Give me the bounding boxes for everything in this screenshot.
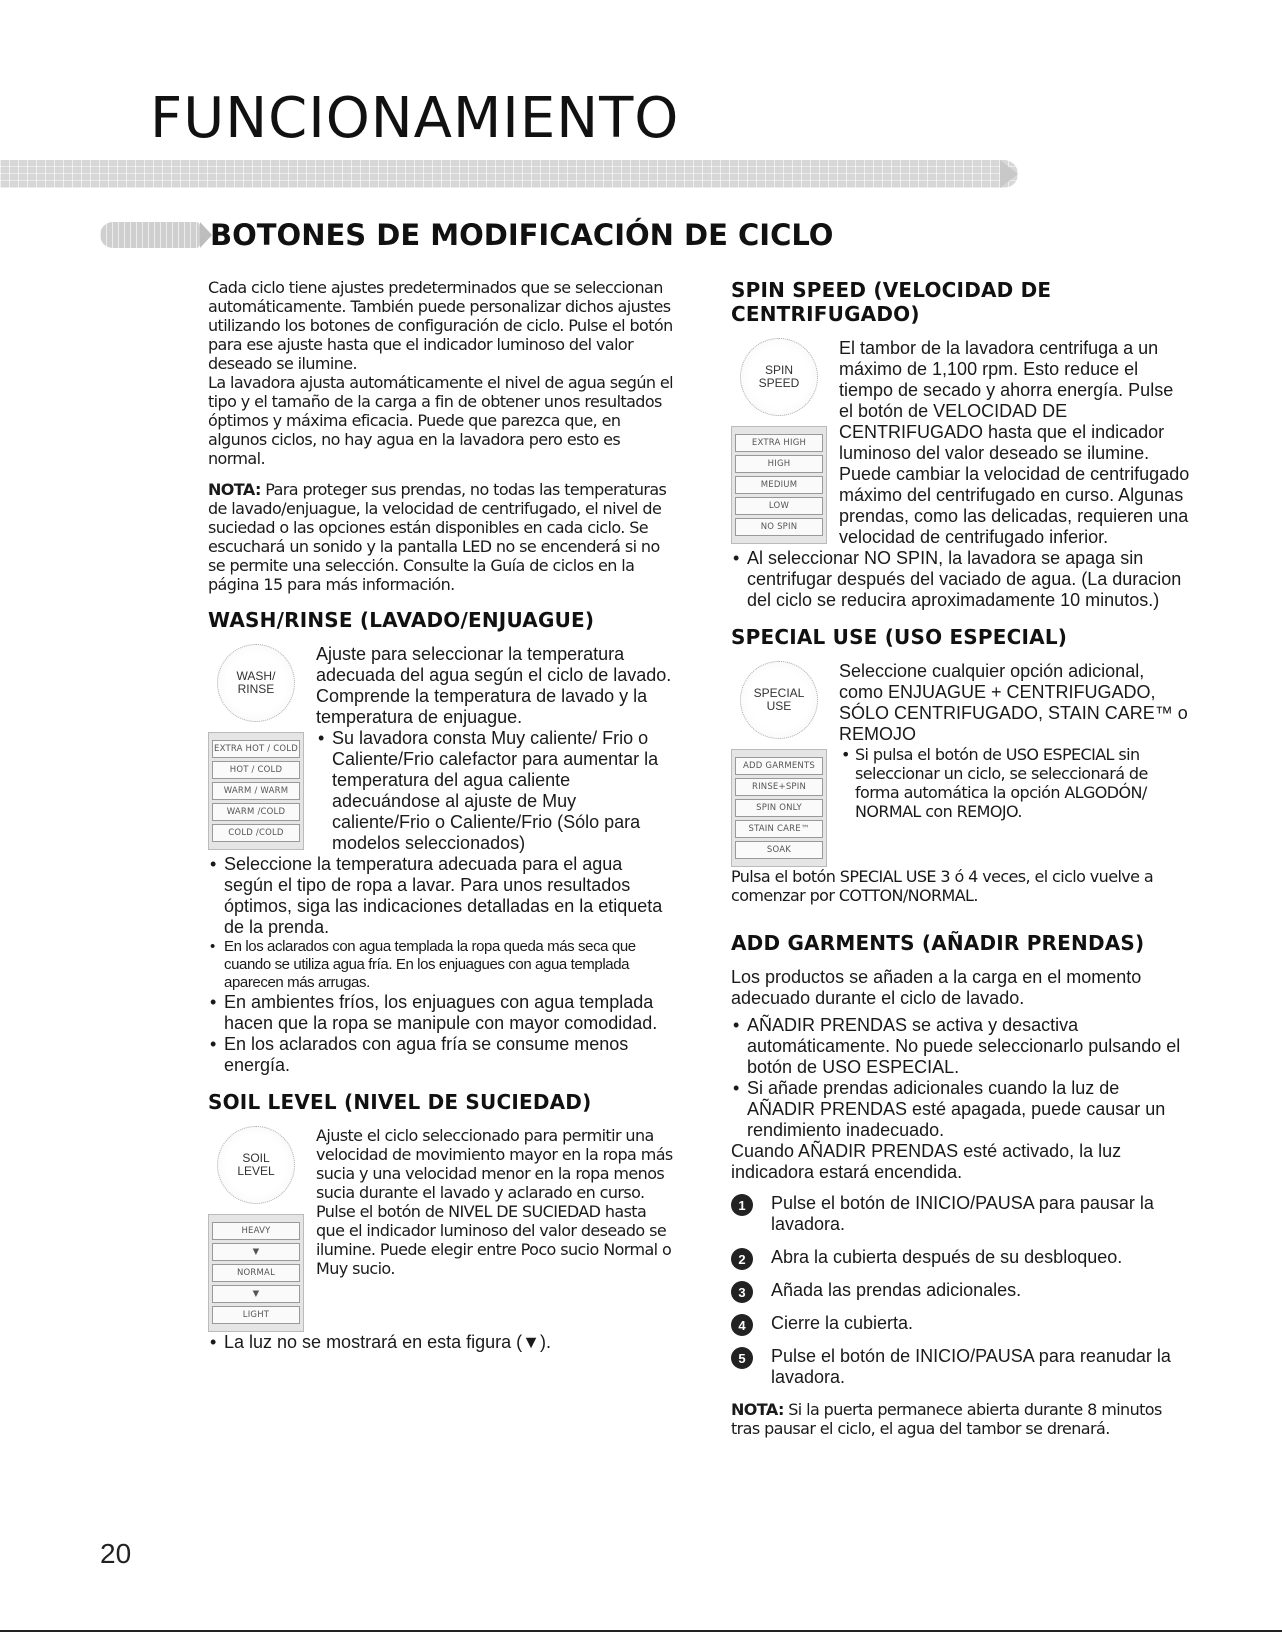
special-use-graphic [731, 661, 827, 867]
step-text: Pulse el botón de INICIO/PAUSA para pausar la lavadora. [771, 1193, 1154, 1234]
note-label: NOTA: [208, 480, 261, 499]
wash-rinse-heading: WASH/RINSE (LAVADO/ENJUAGUE) [208, 608, 595, 632]
add-garments-paragraph-2: Cuando AÑADIR PRENDAS esté activado, la luz indicadora estará encendida. [731, 1141, 1122, 1182]
wash-rinse-bullet-3: • En ambientes fríos, los enjuagues con agua templada hacen que la ropa se manipule con mayor comodidad. [208, 992, 676, 1034]
indicator-row: WARM / WARM [212, 782, 300, 800]
wash-rinse-bullet-2: • En los aclarados con agua templada la ropa queda más seca que cuando se utiliza agua fría. En los enjuagues con agua templada aparecen más arrugas. [208, 938, 676, 992]
indicator-row: LOW [735, 497, 823, 515]
indicator-row: SPIN ONLY [735, 799, 823, 817]
step-text: Abra la cubierta después de su desbloqueo. [771, 1247, 1123, 1267]
spin-speed-bullet-1: • Al seleccionar NO SPIN, la lavadora se apaga sin centrifugar después del vaciado de agua. (La duracion del ciclo se reducira aproximadamente 10 minutos.) [731, 548, 1191, 611]
note-label: NOTA: [731, 1400, 784, 1419]
indicator-row: ▼ [212, 1285, 300, 1303]
add-garments-note [731, 1400, 1191, 1438]
section-marker-icon [100, 222, 200, 248]
indicator-row: COLD /COLD [212, 824, 300, 842]
add-garments-bullet-2: • Si añade prendas adicionales cuando la luz de AÑADIR PRENDAS esté apagada, puede causar un rendimiento inadecuado. [731, 1078, 1191, 1141]
indicator-row: EXTRA HIGH [735, 434, 823, 452]
indicator-row: MEDIUM [735, 476, 823, 494]
intro-paragraph-1: Cada ciclo tiene ajustes predeterminados que se seleccionan automáticamente. También puede personalizar dichos ajustes utilizando los botones de configuración de ciclo. Pulse el botón para ese ajuste hasta que el indicador luminoso del valor deseado se ilumine. [208, 278, 673, 373]
step-item [731, 1247, 1191, 1268]
step-number-icon: 3 [731, 1281, 753, 1303]
wash-rinse-graphic [208, 644, 304, 854]
add-garments-paragraph-1: Los productos se añaden a la carga en el momento adecuado durante el ciclo de lavado. [731, 967, 1142, 1008]
indicator-row: STAIN CARE™ [735, 820, 823, 838]
dial-label: SPIN [764, 363, 793, 377]
spin-speed-heading: SPIN SPEED (VELOCIDAD DE CENTRIFUGADO) [731, 278, 1052, 326]
indicator-row: ▼ [212, 1243, 300, 1261]
add-garments-steps [731, 1193, 1191, 1388]
indicator-row: HIGH [735, 455, 823, 473]
dial-label: LEVEL [237, 1164, 275, 1178]
step-item [731, 1313, 1191, 1334]
special-use-tail: Pulsa el botón SPECIAL USE 3 ó 4 veces, el ciclo vuelve a comenzar por COTTON/NORMAL. [731, 867, 1154, 905]
step-text: Añada las prendas adicionales. [771, 1280, 1022, 1300]
title-bar-arrow [1000, 160, 1018, 188]
soil-level-feature [208, 1126, 676, 1332]
page-number: 20 [100, 1538, 132, 1569]
indicator-row: ADD GARMENTS [735, 757, 823, 775]
step-number-icon: 5 [731, 1347, 753, 1369]
add-garments-bullet-1: • AÑADIR PRENDAS se activa y desactiva automáticamente. No puede seleccionarlo pulsando el botón de USO ESPECIAL. [731, 1015, 1191, 1078]
soil-level-graphic [208, 1126, 304, 1332]
spin-speed-description: El tambor de la lavadora centrifuga a un máximo de 1,100 rpm. Esto reduce el tiempo de secado y ahorra energía. Pulse el botón de VELOCIDAD DE CENTRIFUGADO hasta que el indicador luminoso del valor deseado se ilumine. Puede cambiar la velocidad de centrifugado máximo del centrifugado en curso. Algunas prendas, como las delicadas, requieren una velocidad de centrifugado inferior. [839, 338, 1190, 547]
intro-note [208, 480, 676, 594]
special-use-dial-icon [740, 661, 818, 739]
soil-level-heading: SOIL LEVEL (NIVEL DE SUCIEDAD) [208, 1090, 592, 1114]
indicator-row: WARM /COLD [212, 803, 300, 821]
special-use-indicator-panel [731, 749, 827, 867]
dial-label: SPECIAL [753, 686, 805, 700]
indicator-row: EXTRA HOT / COLD [212, 740, 300, 758]
page-title: FUNCIONAMIENTO [150, 86, 680, 151]
special-use-heading: SPECIAL USE (USO ESPECIAL) [731, 625, 1068, 649]
indicator-row: LIGHT [212, 1306, 300, 1324]
spin-speed-feature [731, 338, 1191, 548]
indicator-row: NO SPIN [735, 518, 823, 536]
step-text: Cierre la cubierta. [771, 1313, 914, 1333]
soil-level-description: Ajuste el ciclo seleccionado para permitir una velocidad de movimiento mayor en la ropa más sucia y una velocidad menor en la ropa menos sucia durante el lavado y aclarado en curso. Pulse el botón de NIVEL DE SUCIEDAD hasta que el indicador luminoso del valor deseado se ilumine. Puede elegir entre Poco sucio Normal o Muy sucio. [316, 1126, 673, 1278]
dial-label: USE [766, 699, 792, 713]
wash-rinse-dial-icon [217, 644, 295, 722]
add-garments-heading: ADD GARMENTS (AÑADIR PRENDAS) [731, 931, 1145, 955]
wash-rinse-feature [208, 644, 676, 854]
indicator-row: NORMAL [212, 1264, 300, 1282]
wash-rinse-inner-bullet: • Su lavadora consta Muy caliente/ Frio o Caliente/Frio calefactor para aumentar la temperatura del agua caliente adecuándose al ajuste de Muy caliente/Frio o Caliente/Frio (Sólo para modelos seleccionados) [316, 728, 676, 854]
indicator-row: SOAK [735, 841, 823, 859]
note-text: Si la puerta permanece abierta durante 8 minutos tras pausar el ciclo, el agua del tambor se drenará. [731, 1400, 1162, 1438]
step-number-icon: 1 [731, 1194, 753, 1216]
spin-speed-dial-icon [740, 338, 818, 416]
soil-level-indicator-panel [208, 1214, 304, 1332]
title-decorative-bar [0, 160, 1018, 188]
soil-level-dial-icon [217, 1126, 295, 1204]
wash-rinse-bullet-4: • En los aclarados con agua fría se consume menos energía. [208, 1034, 676, 1076]
indicator-row: RINSE+SPIN [735, 778, 823, 796]
intro-paragraph-2: La lavadora ajusta automáticamente el nivel de agua según el tipo y el tamaño de la carga a fin de obtener unos resultados óptimos y máxima eficacia. Puede que parezca que, en algunos ciclos, no hay agua en la lavadora pero esto es normal. [208, 373, 674, 468]
step-item [731, 1346, 1191, 1388]
dial-label: RINSE [237, 682, 275, 696]
dial-label: SOIL [242, 1151, 270, 1165]
right-column [731, 278, 1191, 1438]
spin-speed-indicator-panel [731, 426, 827, 544]
note-text: Para proteger sus prendas, no todas las temperaturas de lavado/enjuague, la velocidad de centrifugado, el nivel de suciedad o las opciones están disponibles en cada ciclo. Se escuchará un sonido y la pantalla LED no se encenderá si no se permite una selección. Consulte la Guía de ciclos en la página 15 para más información. [208, 480, 667, 594]
step-item [731, 1193, 1191, 1235]
indicator-row: HOT / COLD [212, 761, 300, 779]
indicator-row: HEAVY [212, 1222, 300, 1240]
special-use-description: Seleccione cualquier opción adicional, como ENJUAGUE + CENTRIFUGADO, SÓLO CENTRIFUGADO, STAIN CARE™ o REMOJO [839, 661, 1188, 744]
wash-rinse-description: Ajuste para seleccionar la temperatura adecuada del agua según el ciclo de lavado. Comprende la temperatura de lavado y la temperatura de enjuague. [316, 644, 672, 727]
step-item [731, 1280, 1191, 1301]
special-use-feature [731, 661, 1191, 867]
wash-rinse-indicator-panel [208, 732, 304, 850]
step-number-icon: 2 [731, 1248, 753, 1270]
dial-label: WASH/ [236, 669, 276, 683]
dial-label: SPEED [758, 376, 800, 390]
soil-level-bullet-1: • La luz no se mostrará en esta figura (▼). [208, 1332, 676, 1353]
left-column [208, 278, 676, 1353]
special-use-inner-bullet: • Si pulsa el botón de USO ESPECIAL sin seleccionar un ciclo, se seleccionará de forma automática la opción ALGODÓN/ NORMAL con REMOJO. [839, 745, 1191, 821]
step-text: Pulse el botón de INICIO/PAUSA para reanudar la lavadora. [771, 1346, 1171, 1387]
spin-speed-graphic [731, 338, 827, 548]
section-title: BOTONES DE MODIFICACIÓN DE CICLO [210, 218, 834, 252]
step-number-icon: 4 [731, 1314, 753, 1336]
bottom-divider [0, 1630, 1282, 1632]
wash-rinse-bullet-1: • Seleccione la temperatura adecuada para el agua según el tipo de ropa a lavar. Para unos resultados óptimos, siga las indicaciones detalladas en la etiqueta de la prenda. [208, 854, 676, 938]
